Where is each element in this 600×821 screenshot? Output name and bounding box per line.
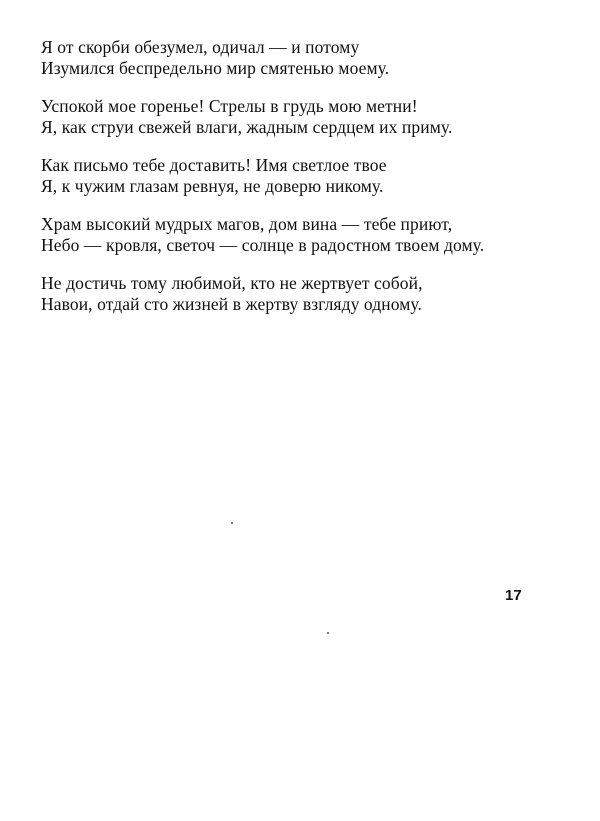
stanza-5 bbox=[41, 273, 541, 315]
stanza-3 bbox=[41, 155, 541, 197]
stanza-4 bbox=[41, 214, 541, 256]
poem-text bbox=[41, 37, 541, 332]
stanza-1 bbox=[41, 37, 541, 79]
page-number: 17 bbox=[505, 587, 522, 604]
poem-line: Небо — кровля, светоч — солнце в радостном твоем дому. bbox=[41, 235, 485, 255]
poem-line: Я, как струи свежей влаги, жадным сердцем их приму. bbox=[41, 117, 453, 137]
scan-speck bbox=[327, 632, 329, 634]
poem-line: Как письмо тебе доставить! Имя светлое твое bbox=[41, 155, 387, 175]
stanza-2 bbox=[41, 96, 541, 138]
scan-speck bbox=[231, 522, 233, 524]
poem-line: Не достичь тому любимой, кто не жертвует собой, bbox=[41, 273, 423, 293]
poem-line: Навои, отдай сто жизней в жертву взгляду одному. bbox=[41, 294, 422, 314]
poem-line: Я от скорби обезумел, одичал — и потому bbox=[41, 37, 360, 57]
poem-line: Я, к чужим глазам ревнуя, не доверю никому. bbox=[41, 176, 384, 196]
poem-line: Храм высокий мудрых магов, дом вина — тебе приют, bbox=[41, 214, 453, 234]
poem-line: Изумился беспредельно мир смятенью моему. bbox=[41, 58, 390, 78]
poem-line: Успокой мое горенье! Стрелы в грудь мою метни! bbox=[41, 96, 418, 116]
